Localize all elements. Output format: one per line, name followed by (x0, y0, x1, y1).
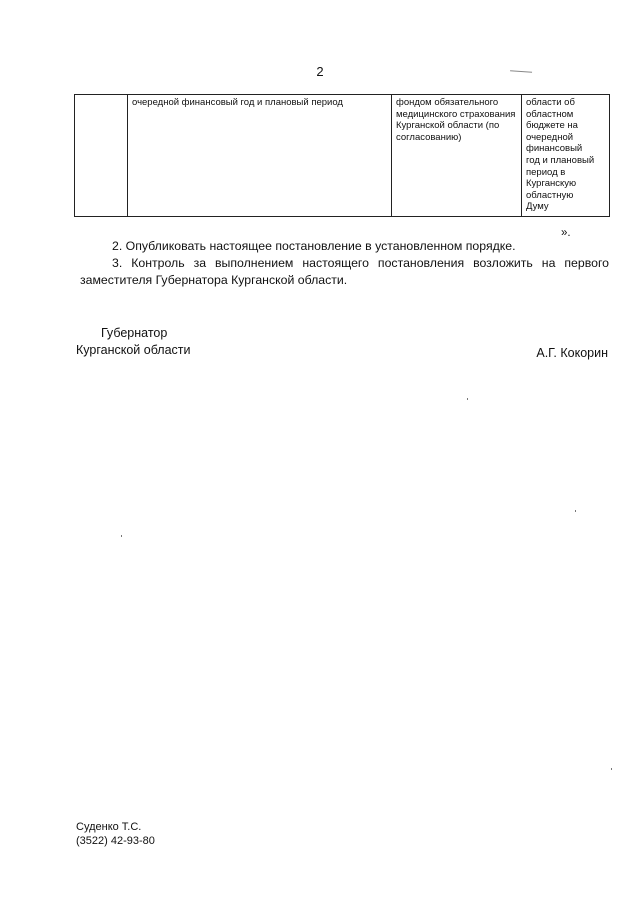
deadline-line: период в (526, 166, 566, 178)
executor-name: Суденко Т.С. (76, 821, 142, 833)
scan-speck (611, 768, 612, 770)
deadline-line: области об (526, 97, 575, 108)
table-cell-event: очередной финансовый год и плановый период (128, 95, 392, 217)
deadline-line: бюджете на (526, 120, 578, 132)
scan-speck (575, 510, 576, 512)
signatory-title-line2: Курганской области (76, 343, 191, 357)
table-cell-number (75, 95, 128, 217)
deadline-line: Курганскую (526, 178, 577, 190)
table-cell-responsible: фондом обязательного медицинского страхования Курганской области (по согласованию) (392, 95, 522, 217)
deadline-line: год и плановый (526, 154, 595, 166)
table-cell-deadline (522, 95, 610, 217)
deadline-line: очередной (526, 131, 574, 143)
scan-speck (467, 398, 468, 400)
deadline-line: Думу (526, 201, 549, 213)
table-row (75, 95, 610, 217)
deadline-line: финансовый (526, 143, 583, 155)
continuation-table (74, 94, 610, 217)
executor-phone: (3522) 42-93-80 (76, 835, 155, 847)
signatory-name: А.Г. Кокорин (536, 346, 608, 360)
deadline-line: областную (526, 189, 574, 201)
paragraph-control: 3. Контроль за выполнением настоящего постановления возложить на первого заместителя Губернатора Курганской области. (80, 256, 609, 287)
page-number: 2 (316, 64, 324, 79)
scan-speck (121, 535, 122, 537)
closing-quote: ». (561, 227, 571, 239)
deadline-line: областном (526, 108, 574, 120)
signatory-title-line1: Губернатор (101, 326, 168, 340)
paragraph-publish: 2. Опубликовать настоящее постановление в установленном порядке. (112, 239, 516, 253)
